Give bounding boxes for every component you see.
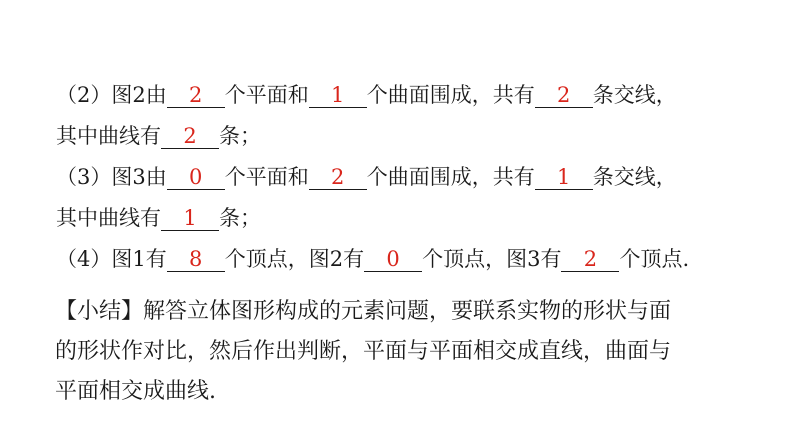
item-text: （3）图3由 bbox=[56, 165, 167, 189]
item-line bbox=[56, 245, 689, 273]
answer-blank: 2 bbox=[561, 245, 619, 273]
summary-line: 平面相交成曲线. bbox=[55, 379, 216, 404]
item-text: 个顶点，图3有 bbox=[422, 247, 562, 271]
item-text: 条； bbox=[219, 206, 261, 230]
item-text: （2）图2由 bbox=[56, 83, 167, 107]
item-text: 条交线， bbox=[592, 83, 677, 107]
answer-blank: 0 bbox=[167, 163, 225, 191]
summary-line: 【小结】解答立体图形构成的元素问题，要联系实物的形状与面 bbox=[55, 299, 672, 324]
item-text: （4）图1有 bbox=[56, 247, 167, 271]
item-line bbox=[56, 163, 677, 191]
summary-line: 的形状作对比，然后作出判断，平面与平面相交成直线，曲面与 bbox=[55, 339, 672, 364]
item-text: 个顶点. bbox=[619, 247, 690, 271]
item-line bbox=[56, 204, 261, 232]
answer-blank: 2 bbox=[161, 122, 219, 150]
item-text: 条； bbox=[219, 124, 261, 148]
item-text: 个平面和 bbox=[224, 83, 309, 107]
item-text: 条交线， bbox=[592, 165, 677, 189]
item-text: 个曲面围成，共有 bbox=[366, 83, 535, 107]
item-text: 个顶点，图2有 bbox=[224, 247, 365, 271]
item-line bbox=[56, 122, 261, 150]
item-text: 其中曲线有 bbox=[56, 206, 161, 230]
answer-blank: 1 bbox=[161, 204, 219, 232]
item-text: 个平面和 bbox=[224, 165, 309, 189]
answer-blank: 8 bbox=[167, 245, 225, 273]
answer-blank: 1 bbox=[309, 81, 367, 109]
item-line bbox=[56, 81, 677, 109]
answer-blank: 2 bbox=[309, 163, 367, 191]
answer-blank: 2 bbox=[535, 81, 593, 109]
item-text: 其中曲线有 bbox=[56, 124, 161, 148]
answer-blank: 2 bbox=[167, 81, 225, 109]
answer-blank: 0 bbox=[364, 245, 422, 273]
item-text: 个曲面围成，共有 bbox=[366, 165, 535, 189]
answer-blank: 1 bbox=[535, 163, 593, 191]
